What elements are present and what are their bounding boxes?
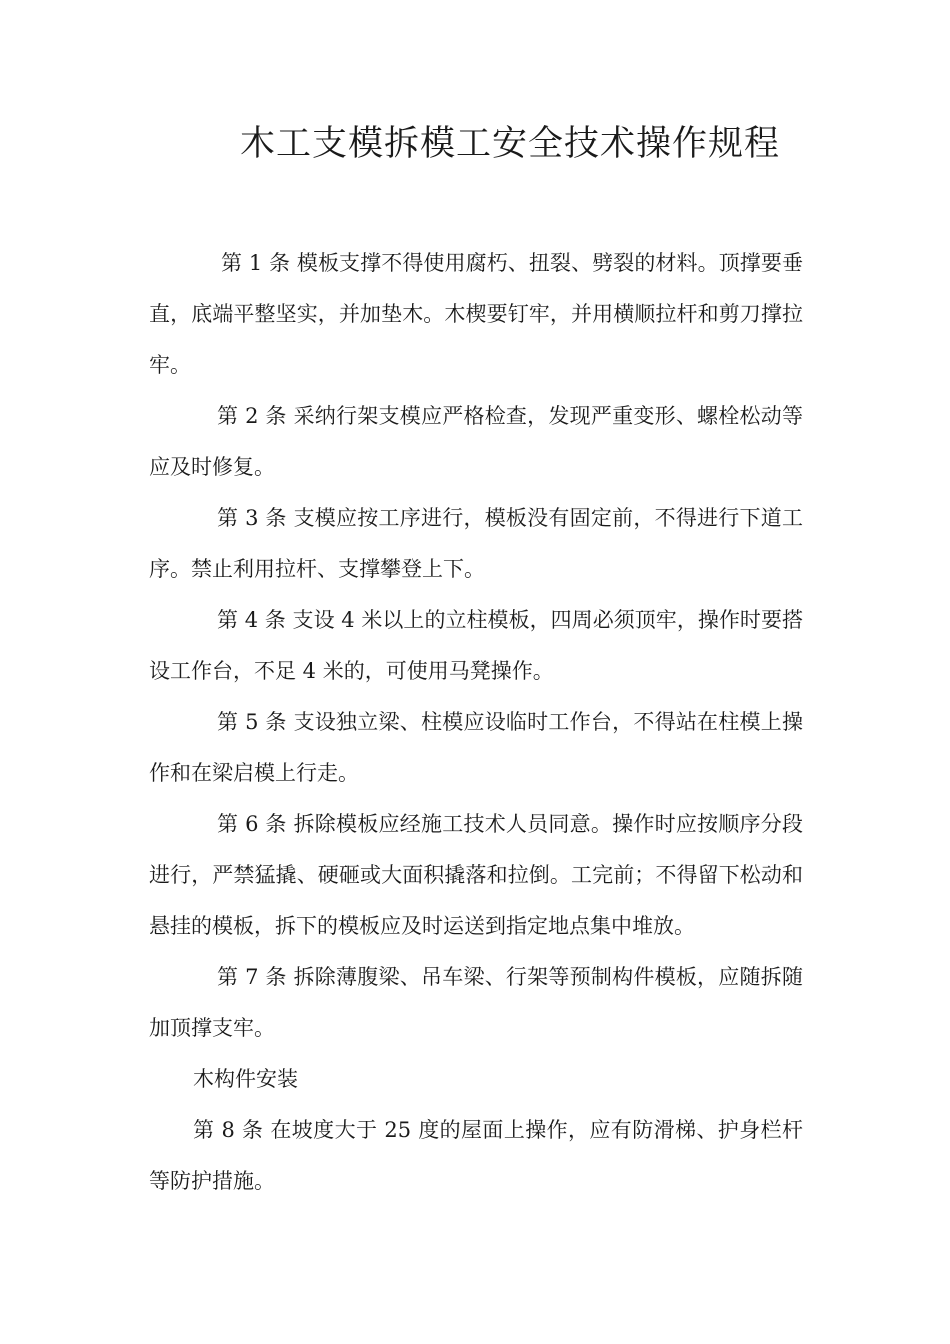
document-body — [149, 238, 803, 1207]
paragraph-article-6: 第 6 条 拆除模板应经施工技术人员同意。操作时应按顺序分段进行，严禁猛撬、硬砸或大面积撬落和拉倒。工完前；不得留下松动和悬挂的模板，拆下的模板应及时运送到指定地点集中堆放。 — [149, 812, 803, 938]
paragraph-article-4: 第 4 条 支设 4 米以上的立柱模板，四周必须顶牢，操作时要搭设工作台，不足 4 米的，可使用马凳操作。 — [149, 608, 803, 683]
section-heading-wood-installation: 木构件安装 — [193, 1067, 298, 1091]
document-title: 木工支模拆模工安全技术操作规程 — [239, 124, 780, 164]
paragraph-article-2: 第 2 条 采纳行架支模应严格检查，发现严重变形、螺栓松动等应及时修复。 — [149, 404, 803, 479]
paragraph-article-8: 第 8 条 在坡度大于 25 度的屋面上操作，应有防滑梯、护身栏杆等防护措施。 — [149, 1118, 803, 1193]
paragraph-article-7: 第 7 条 拆除薄腹梁、吊车梁、行架等预制构件模板，应随拆随加顶撑支牢。 — [149, 965, 803, 1040]
paragraph-article-3: 第 3 条 支模应按工序进行，模板没有固定前，不得进行下道工序。禁止利用拉杆、支撑攀登上下。 — [149, 506, 803, 581]
paragraph-article-5: 第 5 条 支设独立梁、柱模应设临时工作台，不得站在柱模上操作和在梁启模上行走。 — [149, 710, 803, 785]
paragraph-article-1: 第 1 条 模板支撑不得使用腐朽、扭裂、劈裂的材料。顶撑要垂直，底端平整坚实，并加垫木。木楔要钉牢，并用横顺拉杆和剪刀撑拉牢。 — [149, 251, 803, 377]
